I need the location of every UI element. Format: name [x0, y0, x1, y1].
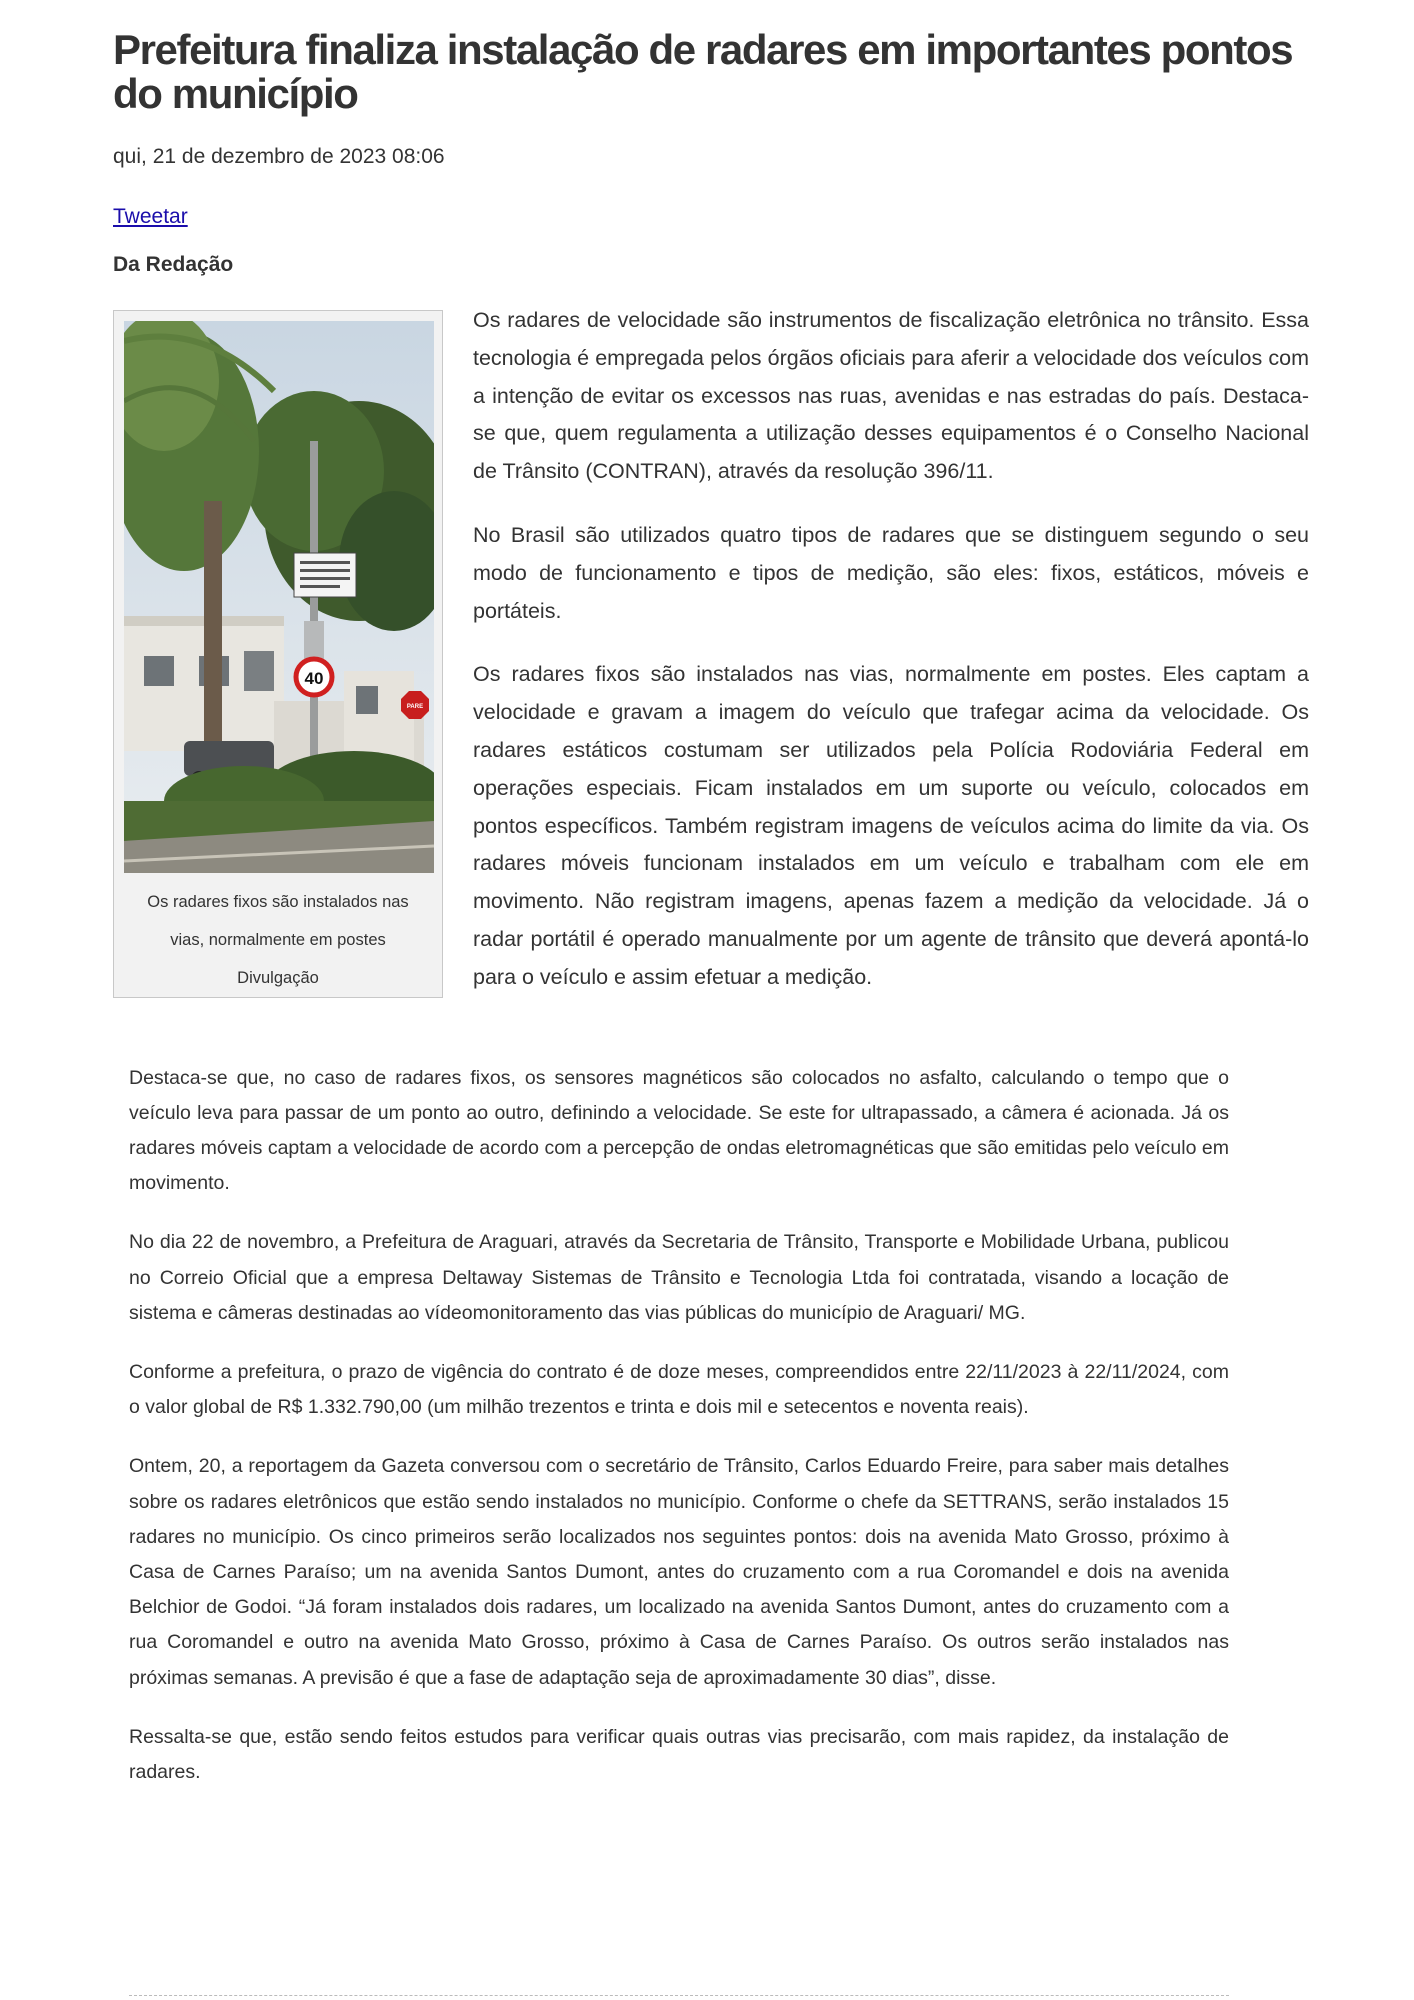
section-divider: [129, 1995, 1229, 1996]
paragraph: Destaca-se que, no caso de radares fixos, os sensores magnéticos são colocados no asfalto, calculando o tempo que o veículo leva para passar de um ponto ao outro, definindo a velocidade. Se este for ultrapassado, a câmera é acionada. Já os radares móveis captam a velocidade de acordo com a percepção de ondas eletromagnéticas que são emitidas pelo veículo em movimento.: [129, 1066, 1229, 1195]
paragraph: No dia 22 de novembro, a Prefeitura de Araguari, através da Secretaria de Trânsito, Transporte e Mobilidade Urbana, publicou no Correio Oficial que a empresa Deltaway Sistemas de Trânsito e Tecnologia Ltda foi contratada, visando a locação de sistema e câmeras destinadas ao vídeomonitoramento das vias públicas do município de Araguari/ MG.: [129, 1231, 1229, 1324]
article-title: Prefeitura finaliza instalação de radares em importantes pontos do município: [113, 26, 1293, 117]
paragraph: Ressalta-se que, estão sendo feitos estudos para verificar quais outras vias precisarão, com mais rapidez, da instalação de radares.: [129, 1725, 1229, 1783]
speed-sign-text: 40: [304, 669, 324, 688]
paragraph: Conforme a prefeitura, o prazo de vigência do contrato é de doze meses, compreendidos entre 22/11/2023 à 22/11/2024, com o valor global de R$ 1.332.790,00 (um milhão trezentos e trinta e dois mil e setecentos e noventa reais).: [129, 1360, 1229, 1419]
article: [113, 0, 1313, 1814]
stop-sign-text: PARE: [406, 704, 424, 710]
photo-credit: Divulgação: [237, 969, 319, 987]
byline: Da Redação: [113, 253, 234, 276]
paragraph: Ontem, 20, a reportagem da Gazeta conversou com o secretário de Trânsito, Carlos Eduardo Freire, para saber mais detalhes sobre os radares eletrônicos que estão sendo instalados no município. Conforme o chefe da SETTRANS, serão instalados 15 radares no município. Os cinco primeiros serão localizados nos seguintes pontos: dois na avenida Mato Grosso, próximo à Casa de Carnes Paraíso; um na avenida Santos Dumont, antes do cruzamento com a rua Coromandel e dois na avenida Belchior de Godoi. “Já foram instalados dois radares, um localizado na avenida Santos Dumont, antes do cruzamento com a rua Coromandel e outro na avenida Mato Grosso, próximo à Casa de Carnes Paraíso. Os outros serão instalados nas próximas semanas. A previsão é que a fase de adaptação seja de aproximadamente 30 dias”, disse.: [129, 1455, 1229, 1689]
tweet-link[interactable]: Tweetar: [113, 205, 188, 228]
caption-line: Os radares fixos são instalados nas: [147, 893, 409, 911]
caption-line: vias, normalmente em postes: [170, 931, 386, 949]
radar-photo: [124, 321, 434, 873]
article-date: qui, 21 de dezembro de 2023 08:06: [113, 145, 445, 168]
paragraph: Os radares de velocidade são instrumentos de fiscalização eletrônica no trânsito. Essa tecnologia é empregada pelos órgãos oficiais para aferir a velocidade dos veículos com a intenção de evitar os excessos nas ruas, avenidas e nas estradas do país. Destaca-se que, quem regulamenta a utilização desses equipamentos é o Conselho Nacional de Trânsito (CONTRAN), através da resolução 396/11.: [473, 308, 1309, 484]
photo-caption: [112, 883, 444, 997]
paragraph: Os radares fixos são instalados nas vias, normalmente em postes. Eles captam a velocidade e gravam a imagem do veículo que trafegar acima da velocidade. Os radares estáticos costumam ser utilizados pela Polícia Rodoviária Federal em operações especiais. Ficam instalados em um suporte ou veículo, colocados em pontos específicos. Também registram imagens de veículos acima do limite da via. Os radares móveis funcionam instalados em um veículo e trabalham com ele em movimento. Não registram imagens, apenas fazem a medição da velocidade. Já o radar portátil é operado manualmente por um agente de trânsito que deverá apontá-lo para o veículo e assim efetuar a medição.: [473, 662, 1309, 989]
paragraph: No Brasil são utilizados quatro tipos de radares que se distinguem segundo o seu modo de funcionamento e tipos de medição, são eles: fixos, estáticos, móveis e portáteis.: [473, 522, 1309, 623]
article-body-bottom: [129, 1061, 1229, 1791]
article-body-top: [113, 302, 1309, 997]
article-figure: [113, 310, 443, 998]
